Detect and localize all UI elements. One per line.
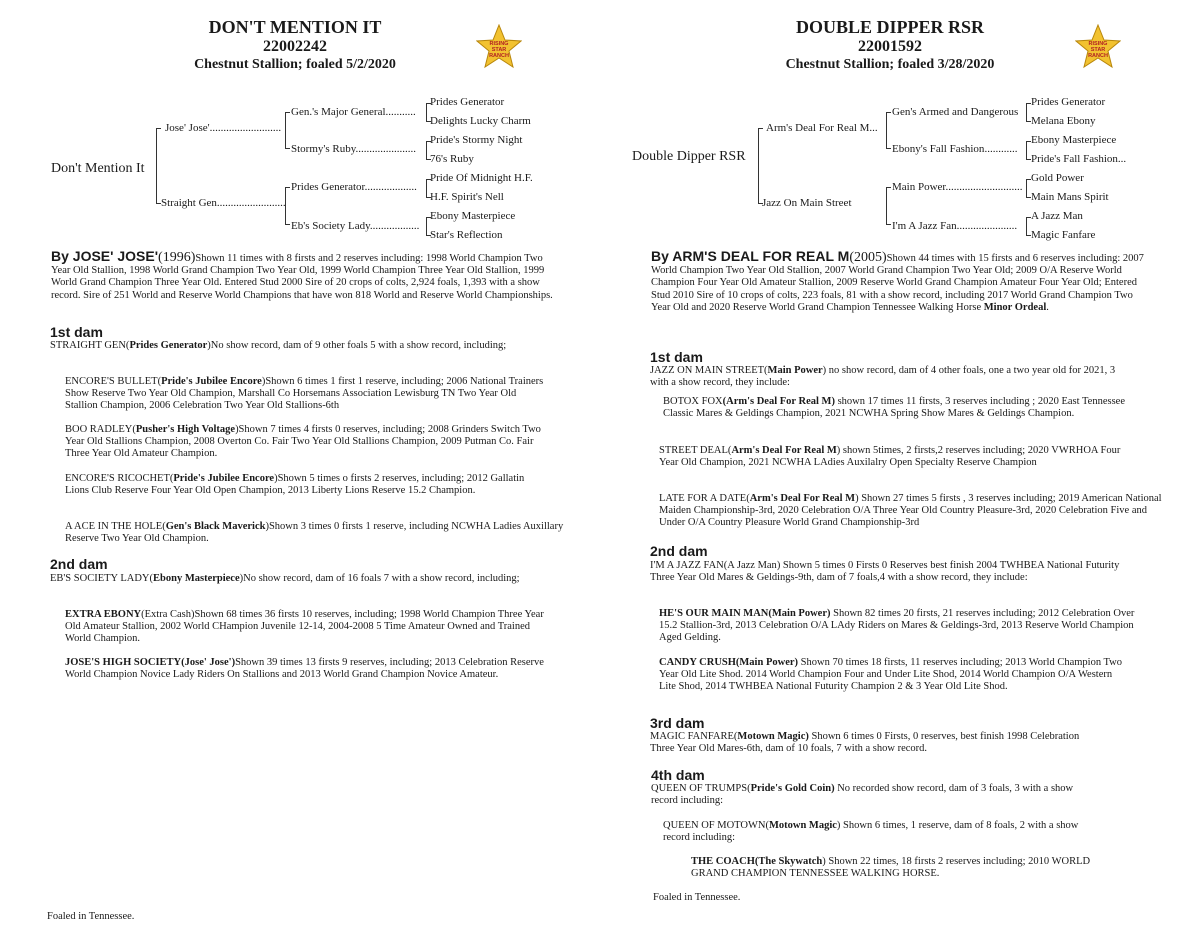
right-ped-g3: Pride's Fall Fashion...: [1031, 153, 1127, 165]
left-star-logo-icon: [476, 24, 522, 70]
right-ped-g1: Melana Ebony: [1031, 115, 1096, 127]
left-ped-g7: Star's Reflection: [430, 229, 503, 241]
right-1st-dam-paragraph: JAZZ ON MAIN STREET(Main Power) no show record, dam of 4 other foals, one a two year old for 2021, 3 with a show record, they include:: [650, 365, 1116, 389]
svg-text:RANCH: RANCH: [489, 53, 509, 59]
left-ped-ds: Prides Generator...................: [291, 181, 417, 193]
right-queen-of-motown: QUEEN OF MOTOWN(Motown Magic) Shown 6 times, 1 reserve, dam of 8 foals, 2 with a show record including:: [663, 820, 1079, 844]
right-ped-g4: Gold Power: [1031, 172, 1084, 184]
right-ped-sd: Ebony's Fall Fashion............: [892, 143, 1018, 155]
right-offspring-1: HE'S OUR MAIN MAN(Main Power) Shown 82 times 20 firsts, 21 reserves including; 2012 Celebration Over 15.2 Stallion-3rd, 2013 Celebration O/A LAdy Riders on Mares & Geldings-3rd, 2013 Reserve World Champion Aged Gelding.: [659, 608, 1135, 644]
right-ped-ds: Main Power............................: [892, 181, 1023, 193]
left-entry-3: ENCORE'S RICOCHET(Pride's Jubilee Encore)Shown 5 times o firsts 2 reserves, including; 2012 Gallatin Lions Club Reserve Four Year Old Open Champion, 2013 Liberty Lions Reserve 15.2 Champion.: [65, 473, 525, 497]
left-ped-sire: Jose' Jose'..........................: [165, 122, 282, 134]
left-1st-dam-paragraph: STRAIGHT GEN(Prides Generator)No show record, dam of 9 other foals 5 with a show record, including;: [50, 340, 507, 351]
right-ped-g7: Magic Fanfare: [1031, 229, 1096, 241]
svg-text:STAR: STAR: [491, 47, 507, 53]
left-ped-sd: Stormy's Ruby......................: [291, 143, 417, 155]
right-ped-bracket-6: [1026, 179, 1027, 198]
right-ped-bracket-4: [1026, 103, 1027, 122]
left-ped-dd: Eb's Society Lady..................: [291, 220, 420, 232]
left-description: Chestnut Stallion; foaled 5/2/2020: [194, 57, 396, 72]
right-2nd-dam-paragraph: I'M A JAZZ FAN(A Jazz Man) Shown 5 times 0 Firsts 0 Reserves best finish 2004 TWHBEA National Futurity Three Year Old Mares & Geldings-9th, dam of 7 foals,4 with a show record, they include:: [650, 560, 1120, 584]
right-4th-dam-heading: 4th dam: [651, 767, 705, 783]
svg-text:RISING: RISING: [1088, 41, 1108, 47]
right-4th-dam-paragraph: QUEEN OF TRUMPS(Pride's Gold Coin) No recorded show record, dam of 3 foals, 3 with a show record including:: [651, 783, 1074, 807]
svg-text:RISING: RISING: [489, 41, 509, 47]
left-1st-dam-heading: 1st dam: [50, 324, 103, 340]
right-horse-name: DOUBLE DIPPER RSR: [795, 17, 985, 37]
left-ped-g2: Pride's Stormy Night: [430, 134, 523, 146]
right-ped-bracket-1: [758, 128, 759, 204]
right-ped-bracket-3: [886, 187, 887, 225]
right-foaled-note: Foaled in Tennessee.: [653, 892, 741, 903]
svg-text:STAR: STAR: [1090, 47, 1106, 53]
right-ped-bracket-2: [886, 112, 887, 149]
right-ped-g6: A Jazz Man: [1031, 210, 1083, 222]
left-ped-bracket-3: [285, 187, 286, 225]
left-sire-paragraph: By JOSE' JOSE'(1996)Shown 11 times with 8 firsts and 2 reserves including: 1998 World Champion Two Year Old Stallion, 1998 World Grand Champion Two Year Old, 1999 World Champion Three Year Old Stallion, 1999 World Grand Champion Three Year Old. Entered Stud 2000 Sire of 20 crops of colts, 2,924 foals, 1,393 with a show record. Sire of 251 World and Reserve World Champions that have won 818 World and Reserve World Championships.: [51, 248, 553, 301]
right-ped-bracket-5: [1026, 141, 1027, 160]
svg-text:RANCH: RANCH: [1088, 53, 1108, 59]
right-3rd-dam-paragraph: MAGIC FANFARE(Motown Magic) Shown 6 times 0 Firsts, 0 reserves, best finish 1998 Celebration Three Year Old Mares-6th, dam of 10 foals, 7 with a show record.: [650, 731, 1080, 755]
right-3rd-dam-heading: 3rd dam: [650, 715, 705, 731]
left-offspring-2: JOSE'S HIGH SOCIETY(Jose' Jose')Shown 39 times 13 firsts 9 reserves, including; 2013 Celebration Reserve World Champion Novice Lady Riders On Stallions and 2013 World Grand Champion Novice Amateur.: [65, 657, 544, 681]
left-ped-dam: Straight Gen.........................: [161, 197, 286, 209]
right-description: Chestnut Stallion; foaled 3/28/2020: [785, 57, 995, 72]
left-ped-bracket-5: [426, 141, 427, 160]
left-ped-ss: Gen.'s Major General...........: [291, 106, 416, 118]
right-ped-bracket-7: [1026, 217, 1027, 236]
left-ped-bracket-7: [426, 217, 427, 236]
right-header: [740, 18, 1040, 73]
left-ped-g6: Ebony Masterpiece: [430, 210, 516, 222]
left-ped-g3: 76's Ruby: [430, 153, 474, 165]
left-entry-2: BOO RADLEY(Pusher's High Voltage)Shown 7 times 4 firsts 0 reserves, including; 2008 Grinders Switch Two Year Old Stallions Champion, 2008 Overton Co. Fair Two Year Old Stallions Champion, 2009 Putman Co. Fair Three Year Old Amateur Champion.: [65, 424, 541, 460]
left-ped-g4: Pride Of Midnight H.F.: [430, 172, 533, 184]
right-ped-dam: Jazz On Main Street: [762, 197, 852, 209]
right-the-coach: THE COACH(The Skywatch) Shown 22 times, 18 firsts 2 reserves including; 2010 WORLD GRAND CHAMPION TENNESSEE WALKING HORSE.: [691, 856, 1091, 880]
right-ped-sire: Arm's Deal For Real M...: [766, 122, 878, 134]
left-ped-g5: H.F. Spirit's Nell: [430, 191, 504, 203]
left-entry-1: ENCORE'S BULLET(Pride's Jubilee Encore)Shown 6 times 1 first 1 reserve, including; 2006 National Trainers Show Reserve Two Year Old Champion, Marshall Co Horsemans Association Lewisburg TN Two Year Old Stallion Champion, 2006 Celebration Two Year Old Stallions-6th: [65, 376, 544, 412]
left-header: [150, 18, 440, 73]
left-ped-g1: Delights Lucky Charm: [430, 115, 531, 127]
right-ped-self: Double Dipper RSR: [632, 149, 746, 164]
left-horse-name: DON'T MENTION IT: [208, 17, 382, 37]
left-2nd-dam-heading: 2nd dam: [50, 556, 108, 572]
left-registration: 22002242: [263, 38, 327, 55]
right-entry-1: BOTOX FOX(Arm's Deal For Real M) shown 17 times 11 firsts, 3 reserves including ; 2020 East Tennessee Classic Mares & Geldings Champion, 2021 NCWHA Spring Show Mares & Geldings Champion.: [663, 396, 1125, 420]
left-ped-bracket-6: [426, 179, 427, 198]
left-foaled-note: Foaled in Tennessee.: [47, 911, 135, 922]
right-entry-2: STREET DEAL(Arm's Deal For Real M) shown 5times, 2 firsts,2 reserves including; 2020 VWRHOA Four Year Old Champion, 2021 NCWHA LAdies Auxilalry Open Specialty Reserve Champion: [659, 445, 1121, 469]
right-1st-dam-heading: 1st dam: [650, 349, 703, 365]
right-ped-g5: Main Mans Spirit: [1031, 191, 1109, 203]
left-2nd-dam-paragraph: EB'S SOCIETY LADY(Ebony Masterpiece)No show record, dam of 16 foals 7 with a show record, including;: [50, 573, 520, 584]
left-ped-self: Don't Mention It: [51, 161, 145, 176]
right-ped-dd: I'm A Jazz Fan......................: [892, 220, 1018, 232]
right-star-logo-icon: [1075, 24, 1121, 70]
left-ped-g0: Prides Generator: [430, 96, 505, 108]
left-entry-4: A ACE IN THE HOLE(Gen's Black Maverick)Shown 3 times 0 firsts 1 reserve, including NCWHA Ladies Auxillary Reserve Two Year Old Champion.: [65, 521, 564, 545]
right-registration: 22001592: [858, 38, 922, 55]
left-ped-bracket-2: [285, 112, 286, 149]
left-offspring-1: EXTRA EBONY(Extra Cash)Shown 68 times 36 firsts 10 reserves, including; 1998 World Champion Three Year Old Amateur Stallion, 2002 World CHampion Juvenile 12-14, 2004-2008 5 Time Amateur Owned and Trained World Champion.: [65, 609, 544, 645]
right-2nd-dam-heading: 2nd dam: [650, 543, 708, 559]
right-ped-g2: Ebony Masterpiece: [1031, 134, 1117, 146]
left-ped-bracket-1: [156, 128, 157, 204]
right-ped-ss: Gen's Armed and Dangerous: [892, 106, 1019, 118]
right-offspring-2: CANDY CRUSH(Main Power) Shown 70 times 18 firsts, 11 reserves including; 2013 World Champion Two Year Old Lite Shod. 2014 World Champion Four and Under Lite Shod, 2014 World Champion O/A Western Lite Shod, 2014 TWHBEA National Futurity Champion 2 & 3 Year Old Lite Shod.: [659, 657, 1123, 693]
right-entry-3: LATE FOR A DATE(Arm's Deal For Real M) Shown 27 times 5 firsts , 3 reserves including; 2019 American National Maiden Championship-3rd, 2020 Celebration O/A Three Year Old Country Pleasure-3rd, 2020 Celebration Five and Under O/A Country Pleasure World Grand Championship-3rd: [659, 493, 1162, 529]
right-sire-paragraph: By ARM'S DEAL FOR REAL M(2005)Shown 44 times with 15 firsts and 6 reserves including: 2007 World Champion Two Year Old Stallion, 2007 World Grand Champion Two Year Old; 2009 O/A Reserve World Champion Four Year Old Amateur Stallion, 2009 Reserve World Grand Champion Amateur Four Year Old; Entered Stud 2010 Sire of 10 crops of colts, 223 foals, 81 with a show record, including 2017 World Grand Champion Two Year Old and 2020 Reserve World Grand Champion Tennessee Walking Horse Minor Ordeal.: [651, 248, 1144, 313]
left-ped-bracket-4: [426, 103, 427, 122]
right-ped-g0: Prides Generator: [1031, 96, 1106, 108]
